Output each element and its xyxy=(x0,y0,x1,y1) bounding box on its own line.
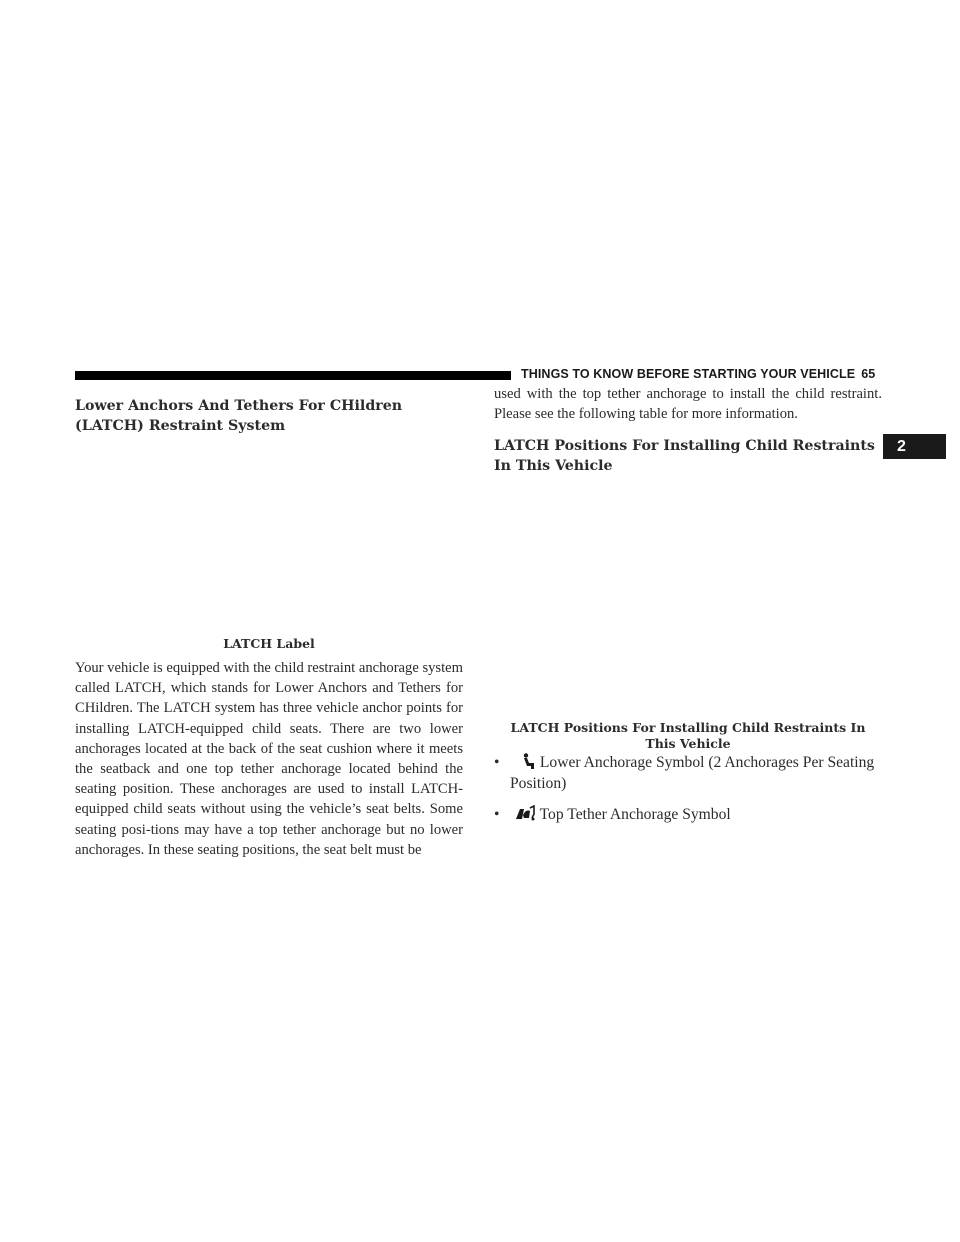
lower-anchorage-label: Lower Anchorage Symbol (2 Anchorages Per Seating Position) xyxy=(510,754,875,793)
continued-paragraph: used with the top tether anchorage to install the child restraint. Please see the following table for more information. xyxy=(494,386,882,423)
left-column xyxy=(75,396,463,860)
top-tether-anchorage-label: Top Tether Anchorage Symbol xyxy=(539,806,731,824)
section-heading-latch-positions: LATCH Positions For Installing Child Restraints In This Vehicle xyxy=(494,438,875,475)
figure-caption-latch-positions: LATCH Positions For Installing Child Restraints In This Vehicle xyxy=(510,720,866,752)
lower-anchorage-symbol-icon xyxy=(510,753,536,769)
list-item: • Lower Anchorage Symbol (2 Anchorages Per Seating Position) xyxy=(494,754,875,793)
latch-label-figure xyxy=(75,436,463,636)
page-number: 65 xyxy=(861,367,876,381)
right-column xyxy=(494,384,882,835)
symbol-legend-list xyxy=(494,752,882,825)
running-header xyxy=(521,367,875,381)
figure-caption-latch-label: LATCH Label xyxy=(223,636,315,651)
top-tether-anchorage-symbol-icon xyxy=(510,805,536,821)
running-title: THINGS TO KNOW BEFORE STARTING YOUR VEHICLE xyxy=(521,367,856,381)
list-item: • Top Tether Anchorage Symbol xyxy=(494,806,731,824)
section-heading-latch: Lower Anchors And Tethers For CHildren (LATCH) Restraint System xyxy=(75,398,403,434)
latch-description-paragraph: Your vehicle is equipped with the child restraint anchorage system called LATCH, which stands for Lower Anchors and Tethers for CHildren. The LATCH system has three vehicle anchor points for installing LATCH-equipped child seats. There are two lower anchorages located at the back of the seat cushion where it meets the seatback and one top tether anchorage located behind the seating position. These anchorages are used to install LATCH-equipped child seats without using the vehicle’s seat belts. Some seating posi-tions may have a top tether anchorage but no lower anchorages. In these seating positions, the seat belt must be xyxy=(75,660,463,858)
chapter-tab: 2 xyxy=(883,434,946,459)
latch-positions-figure xyxy=(494,476,882,720)
header-rule xyxy=(75,371,511,380)
